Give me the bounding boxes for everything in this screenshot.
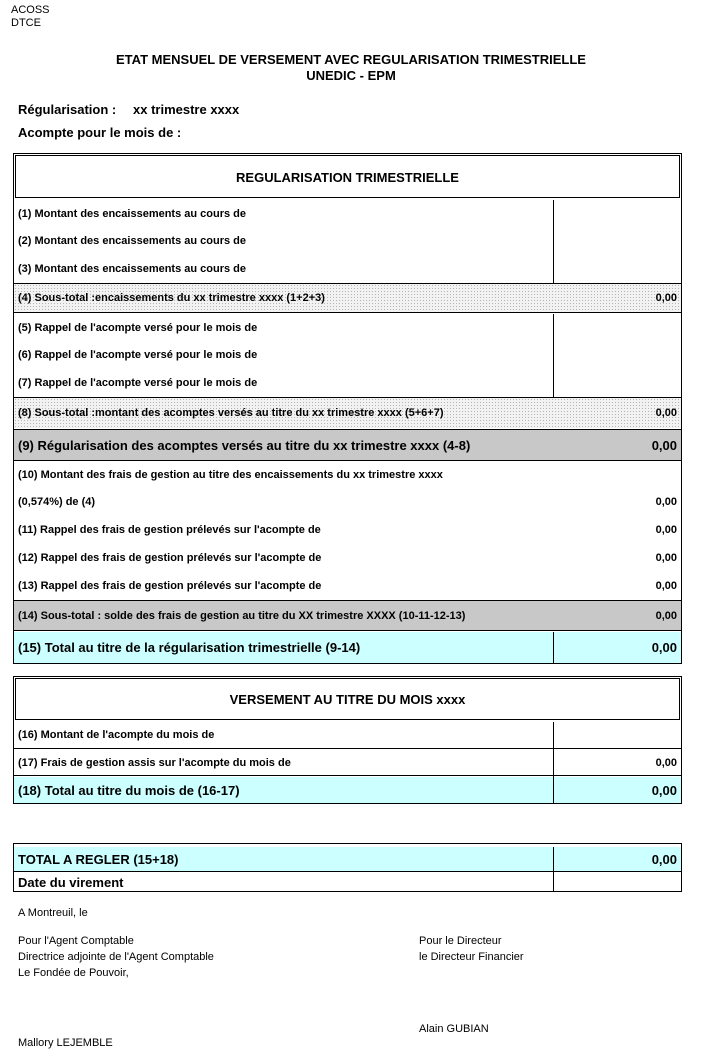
place-date: A Montreuil, le bbox=[18, 907, 88, 919]
table-row-12 bbox=[14, 544, 681, 571]
row-13-label: (13) Rappel des frais de gestion prélevés sur l'acompte de bbox=[18, 579, 322, 592]
row-5-label: (5) Rappel de l'acompte versé pour le mois de bbox=[18, 321, 258, 334]
row-1-label: (1) Montant des encaissements au cours de bbox=[18, 207, 247, 220]
document-subtitle: UNEDIC - EPM bbox=[306, 68, 396, 83]
left-signatory-line-1: Pour l'Agent Comptable bbox=[18, 935, 134, 947]
table-row-3 bbox=[14, 254, 681, 283]
versement-header: VERSEMENT AU TITRE DU MOIS xxxx bbox=[15, 678, 680, 720]
row-17-label: (17) Frais de gestion assis sur l'acompte du mois de bbox=[18, 756, 291, 769]
row-9-value: 0,00 bbox=[651, 437, 677, 453]
table-row-16 bbox=[14, 722, 681, 749]
table-row-9-regularisation bbox=[14, 429, 681, 461]
left-signatory-line-3: Le Fondée de Pouvoir, bbox=[18, 967, 129, 979]
regularisation-header: REGULARISATION TRIMESTRIELLE bbox=[15, 155, 680, 198]
table-row-1 bbox=[14, 200, 681, 227]
total-a-regler-value: 0,00 bbox=[651, 851, 677, 867]
left-signatory-name: Mallory LEJEMBLE bbox=[18, 1037, 113, 1049]
org-line-1: ACOSS bbox=[11, 4, 50, 16]
left-signatory-line-2: Directrice adjointe de l'Agent Comptable bbox=[18, 951, 214, 963]
org-line-2: DTCE bbox=[11, 17, 41, 29]
total-a-regler-label: TOTAL A REGLER (15+18) bbox=[18, 851, 179, 867]
date-virement-label: Date du virement bbox=[18, 874, 124, 890]
table-row-10b bbox=[14, 488, 681, 516]
table-row-17 bbox=[14, 750, 681, 776]
table-row-7 bbox=[14, 369, 681, 397]
row-18-value: 0,00 bbox=[651, 782, 677, 798]
row-10-label: (10) Montant des frais de gestion au titre des encaissements du xx trimestre xxxx bbox=[18, 469, 443, 481]
table-row-11 bbox=[14, 516, 681, 544]
acompte-label: Acompte pour le mois de : bbox=[18, 125, 182, 140]
row-18-label: (18) Total au titre du mois de (16-17) bbox=[18, 782, 240, 798]
row-10b-value: 0,00 bbox=[655, 496, 677, 508]
row-11-label: (11) Rappel des frais de gestion prélevés sur l'acompte de bbox=[18, 524, 321, 536]
row-7-label: (7) Rappel de l'acompte versé pour le mois de bbox=[18, 377, 258, 389]
row-10b-label: (0,574%) de (4) bbox=[18, 496, 96, 508]
row-14-value: 0,00 bbox=[655, 609, 677, 622]
right-signatory-line-2: le Directeur Financier bbox=[419, 951, 524, 963]
total-a-regler-row bbox=[14, 847, 681, 872]
document-title: ETAT MENSUEL DE VERSEMENT AVEC REGULARISATION TRIMESTRIELLE bbox=[116, 52, 586, 67]
table-row-2 bbox=[14, 227, 681, 254]
table-row-14-subtotal bbox=[14, 600, 681, 631]
table-row-10 bbox=[14, 462, 681, 488]
row-13-value: 0,00 bbox=[655, 579, 677, 592]
table-row-8-subtotal bbox=[14, 397, 681, 428]
regularisation-value: xx trimestre xxxx bbox=[133, 102, 240, 117]
table-row-18-total bbox=[14, 777, 681, 803]
row-17-value: 0,00 bbox=[655, 756, 677, 769]
row-4-label: (4) Sous-total :encaissements du xx trimestre xxxx (1+2+3) bbox=[18, 292, 325, 304]
row-8-value: 0,00 bbox=[655, 407, 677, 419]
table-row-15-total bbox=[14, 632, 681, 663]
row-11-value: 0,00 bbox=[655, 524, 677, 536]
date-virement-row bbox=[14, 873, 681, 891]
row-14-label: (14) Sous-total : solde des frais de gestion au titre du XX trimestre XXXX (10-11-12-13) bbox=[18, 609, 466, 622]
row-15-value: 0,00 bbox=[651, 640, 677, 655]
row-3-label: (3) Montant des encaissements au cours de bbox=[18, 262, 247, 275]
right-signatory-line-1: Pour le Directeur bbox=[419, 935, 502, 947]
table-row-6 bbox=[14, 341, 681, 369]
table-row-5 bbox=[14, 314, 681, 341]
row-2-label: (2) Montant des encaissements au cours de bbox=[18, 234, 247, 247]
row-12-value: 0,00 bbox=[655, 551, 677, 564]
regularisation-label: Régularisation : bbox=[18, 102, 117, 117]
row-16-label: (16) Montant de l'acompte du mois de bbox=[18, 729, 215, 741]
table-row-4-subtotal bbox=[14, 283, 681, 313]
row-9-label: (9) Régularisation des acomptes versés au titre du xx trimestre xxxx (4-8) bbox=[18, 437, 471, 453]
right-signatory-name: Alain GUBIAN bbox=[419, 1023, 489, 1035]
row-6-label: (6) Rappel de l'acompte versé pour le mois de bbox=[18, 349, 258, 361]
row-4-value: 0,00 bbox=[655, 292, 677, 304]
row-8-label: (8) Sous-total :montant des acomptes versés au titre du xx trimestre xxxx (5+6+7) bbox=[18, 407, 444, 419]
row-15-label: (15) Total au titre de la régularisation trimestrielle (9-14) bbox=[18, 640, 361, 655]
table-row-13 bbox=[14, 571, 681, 600]
row-12-label: (12) Rappel des frais de gestion prélevés sur l'acompte de bbox=[18, 551, 322, 564]
